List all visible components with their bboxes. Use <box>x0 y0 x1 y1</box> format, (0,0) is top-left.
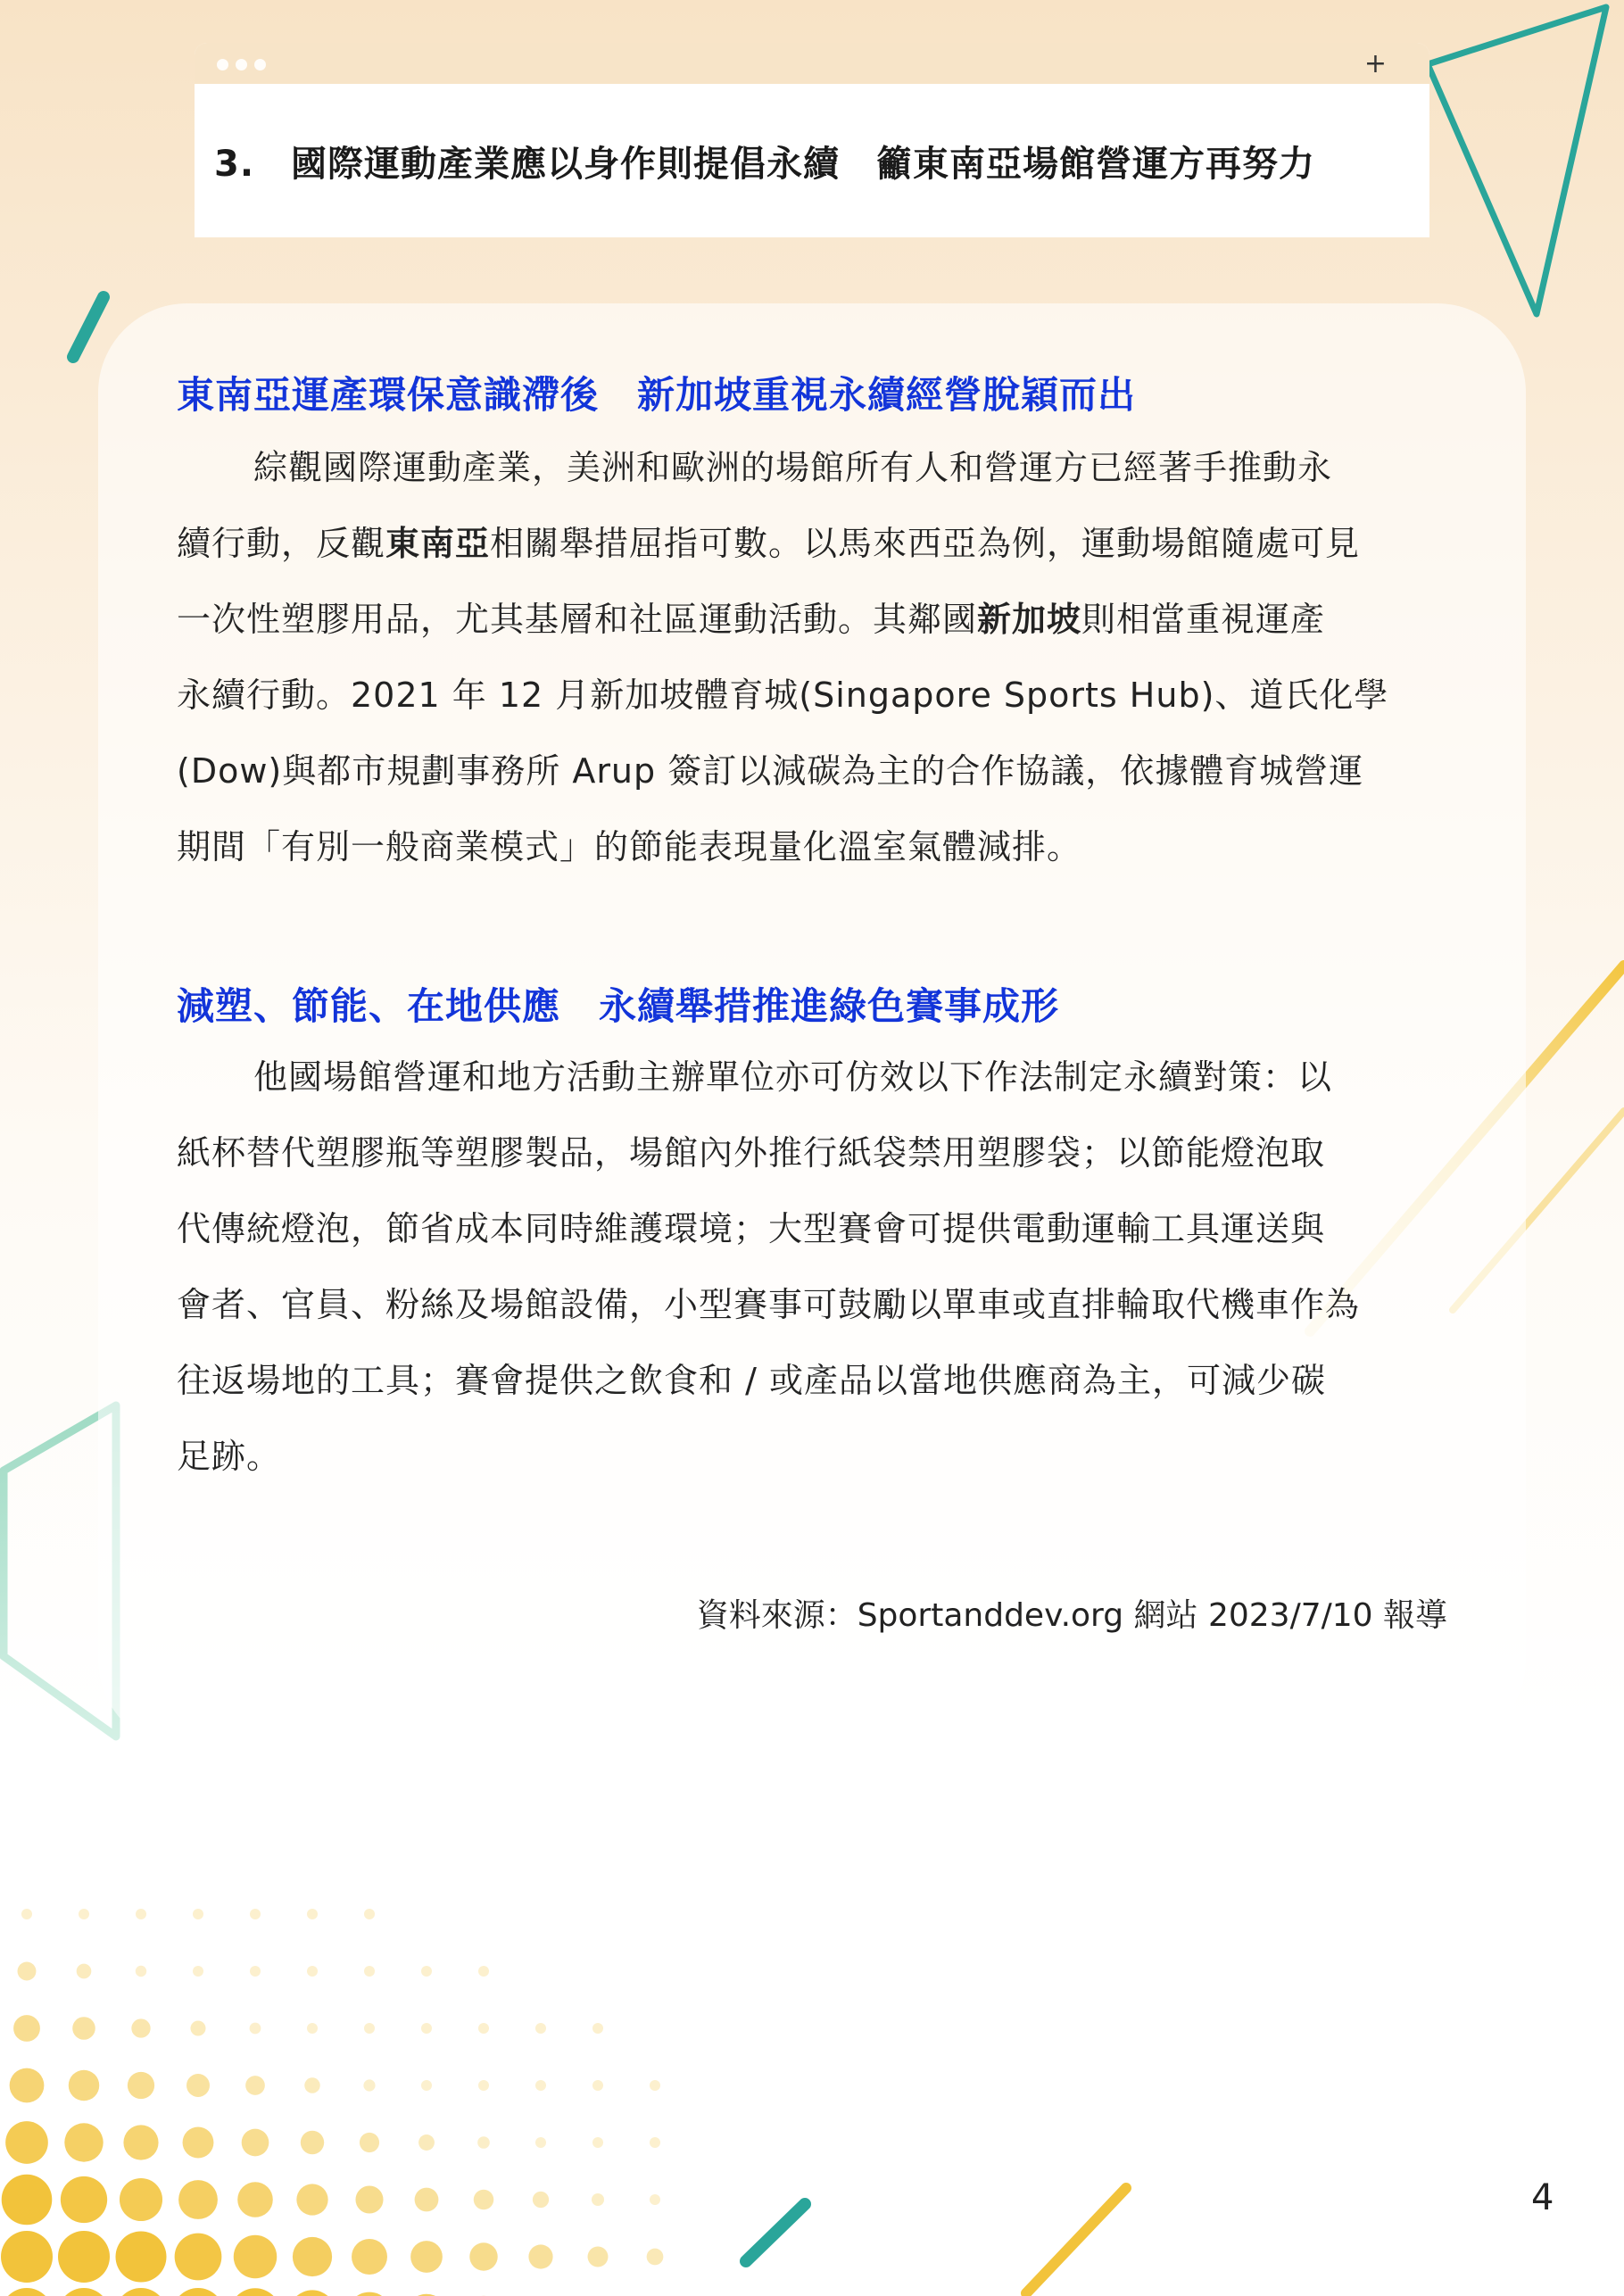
decorative-dot <box>229 2288 280 2296</box>
decorative-dot <box>296 2184 327 2215</box>
yellow-stripe <box>1026 2188 1126 2293</box>
decorative-dot <box>592 2080 603 2091</box>
decorative-dot <box>77 1964 92 1979</box>
decorative-dot <box>178 2180 218 2219</box>
section-title: 3. 國際運動產業應以身作則提倡永續 籲東南亞場館營運方再努力 <box>214 144 1316 185</box>
decorative-dot <box>115 2288 167 2296</box>
source-citation: 資料來源：Sportanddev.org 網站 2023/7/10 報導 <box>696 1597 1447 1634</box>
decorative-dot <box>193 1966 203 1977</box>
decorative-dot <box>650 2137 660 2148</box>
paragraph-2 <box>177 1040 1448 1495</box>
decorative-dot <box>183 2127 214 2159</box>
decorative-dot <box>120 2178 162 2221</box>
decorative-dot <box>172 2288 224 2296</box>
decorative-dot <box>2 2175 53 2226</box>
paragraph-line: 往返場地的工具；賽會提供之飲食和 / 或產品以當地供應商為主，可減少碳 <box>177 1361 1326 1400</box>
triangle-outline-top-right <box>1428 7 1606 314</box>
decorative-dot <box>79 1909 89 1919</box>
decorative-dot <box>535 2080 546 2091</box>
decorative-dot <box>69 2070 99 2101</box>
text-span: 相關舉措屈指可數。以馬來西亞為例，運動場館隨處可見 <box>490 524 1361 563</box>
decorative-dot <box>10 2068 45 2103</box>
paragraph-line: (Dow)與都市規劃事務所 Arup 簽訂以減碳為主的合作協議，依據體育城營運 <box>177 751 1364 791</box>
paragraph-line: 他國場館營運和地方活動主辦單位亦可仿效以下作法制定永續對策：以 <box>253 1057 1333 1097</box>
decorative-dot <box>535 2137 546 2148</box>
decorative-dot <box>592 2023 603 2034</box>
paragraph-line: 永續行動。2021 年 12 月新加坡體育城(Singapore Sports Hub)、道氏化學 <box>177 676 1389 715</box>
decorative-dot <box>410 2241 443 2273</box>
decorative-dot <box>242 2129 269 2157</box>
decorative-dot <box>535 2023 546 2034</box>
decorative-dot <box>288 2290 336 2296</box>
window-dot-icon <box>254 59 266 70</box>
decorative-dot <box>136 1966 146 1977</box>
decorative-dot <box>304 2077 319 2093</box>
decorative-dot <box>478 2023 489 2034</box>
dot-pattern-bottom-left <box>1 1909 667 2296</box>
decorative-dot <box>301 2131 324 2154</box>
decorative-dot <box>58 2288 110 2296</box>
decorative-dot <box>421 2080 432 2091</box>
decorative-dot <box>64 2123 103 2161</box>
text-span: 續行動，反觀 <box>177 524 386 563</box>
header-card <box>195 43 1429 237</box>
decorative-dot <box>237 2182 273 2217</box>
decorative-dot <box>293 2237 332 2276</box>
decorative-dot <box>1 2288 53 2296</box>
decorative-dot <box>533 2192 549 2208</box>
decorative-dot <box>477 2136 490 2149</box>
paragraph-line: 足跡。 <box>177 1437 282 1476</box>
decorative-dot <box>418 2134 435 2151</box>
decorative-dot <box>592 2193 604 2206</box>
decorative-dot <box>116 2232 167 2283</box>
section-heading-1: 東南亞運產環保意識滯後 新加坡重視永續經營脫穎而出 <box>177 373 1137 417</box>
paragraph-line: 紙杯替代塑膠瓶等塑膠製品，場館內外推行紙袋禁用塑膠袋；以節能燈泡取 <box>177 1133 1326 1173</box>
bold-term: 新加坡 <box>977 600 1082 639</box>
decorative-dot <box>352 2239 387 2275</box>
decorative-dot <box>474 2190 494 2210</box>
decorative-dot <box>234 2235 277 2278</box>
decorative-dot <box>131 2018 150 2037</box>
header-bar <box>195 43 1429 84</box>
decorative-dot <box>355 2185 383 2213</box>
text-span: 一次性塑膠用品，尤其基層和社區運動活動。其鄰國 <box>177 600 978 639</box>
page-number: 4 <box>1531 2177 1554 2218</box>
decorative-dot <box>363 2079 375 2091</box>
paragraph-line: 期間「有別一般商業模式」的節能表現量化溫室氣體減排。 <box>177 827 1082 866</box>
decorative-dot <box>528 2244 552 2268</box>
decorative-dot <box>250 1966 261 1977</box>
decorative-dot <box>136 1909 146 1919</box>
decorative-dot <box>128 2072 154 2099</box>
paragraph-line <box>177 506 1448 582</box>
decorative-dot <box>250 2023 261 2035</box>
paragraph-line <box>177 582 1448 658</box>
decorative-dot <box>588 2247 609 2267</box>
decorative-dot <box>13 2015 40 2042</box>
decorative-dot <box>190 2020 205 2035</box>
paragraph-line: 綜觀國際運動產業，美洲和歐洲的場館所有人和營運方已經著手推動永 <box>253 448 1333 487</box>
decorative-dot <box>364 2023 375 2034</box>
decorative-dot <box>307 1966 318 1977</box>
window-dot-icon <box>217 59 228 70</box>
teal-stripe <box>73 297 104 357</box>
paragraph-line: 會者、官員、粉絲及場館設備，小型賽事可鼓勵以單車或直排輪取代機車作為 <box>177 1285 1361 1324</box>
decorative-dot <box>650 2194 660 2205</box>
decorative-dot <box>175 2234 222 2281</box>
decorative-dot <box>478 1966 489 1977</box>
window-dot-icon <box>236 59 247 70</box>
decorative-dot <box>364 1909 375 1919</box>
decorative-dot <box>469 2242 497 2270</box>
paragraph-line: 代傳統燈泡，節省成本同時維護環境；大型賽會可提供電動運輸工具運送與 <box>177 1209 1326 1248</box>
decorative-dot <box>18 1962 37 1981</box>
teal-stripe <box>746 2204 805 2261</box>
decorative-dot <box>21 1909 32 1919</box>
decorative-dot <box>193 1909 203 1919</box>
decorative-dot <box>647 2249 664 2266</box>
decorative-dot <box>307 2023 318 2034</box>
decorative-dot <box>72 2017 95 2040</box>
decorative-dot <box>1 2231 53 2283</box>
paragraph-1 <box>177 430 1448 885</box>
decorative-dot <box>307 1909 318 1919</box>
decorative-dot <box>364 1966 375 1977</box>
bold-term: 東南亞 <box>385 524 491 563</box>
decorative-dot <box>250 1909 261 1919</box>
decorative-dot <box>58 2231 110 2283</box>
text-span: 則相當重視運產 <box>1081 600 1326 639</box>
decorative-dot <box>123 2125 158 2159</box>
decorative-dot <box>348 2292 392 2296</box>
decorative-dot <box>592 2137 603 2148</box>
plus-icon: + <box>1363 48 1387 79</box>
decorative-dot <box>245 2076 265 2095</box>
decorative-dot <box>421 1966 432 1977</box>
decorative-dot <box>360 2133 379 2152</box>
decorative-dot <box>478 2080 489 2091</box>
decorative-dot <box>415 2188 439 2212</box>
decorative-dot <box>650 2080 660 2091</box>
decorative-dot <box>421 2023 432 2034</box>
decorative-dot <box>5 2121 48 2164</box>
decorative-dot <box>61 2176 107 2223</box>
section-heading-2: 減塑、節能、在地供應 永續舉措推進綠色賽事成形 <box>177 984 1060 1028</box>
decorative-dot <box>186 2074 210 2097</box>
